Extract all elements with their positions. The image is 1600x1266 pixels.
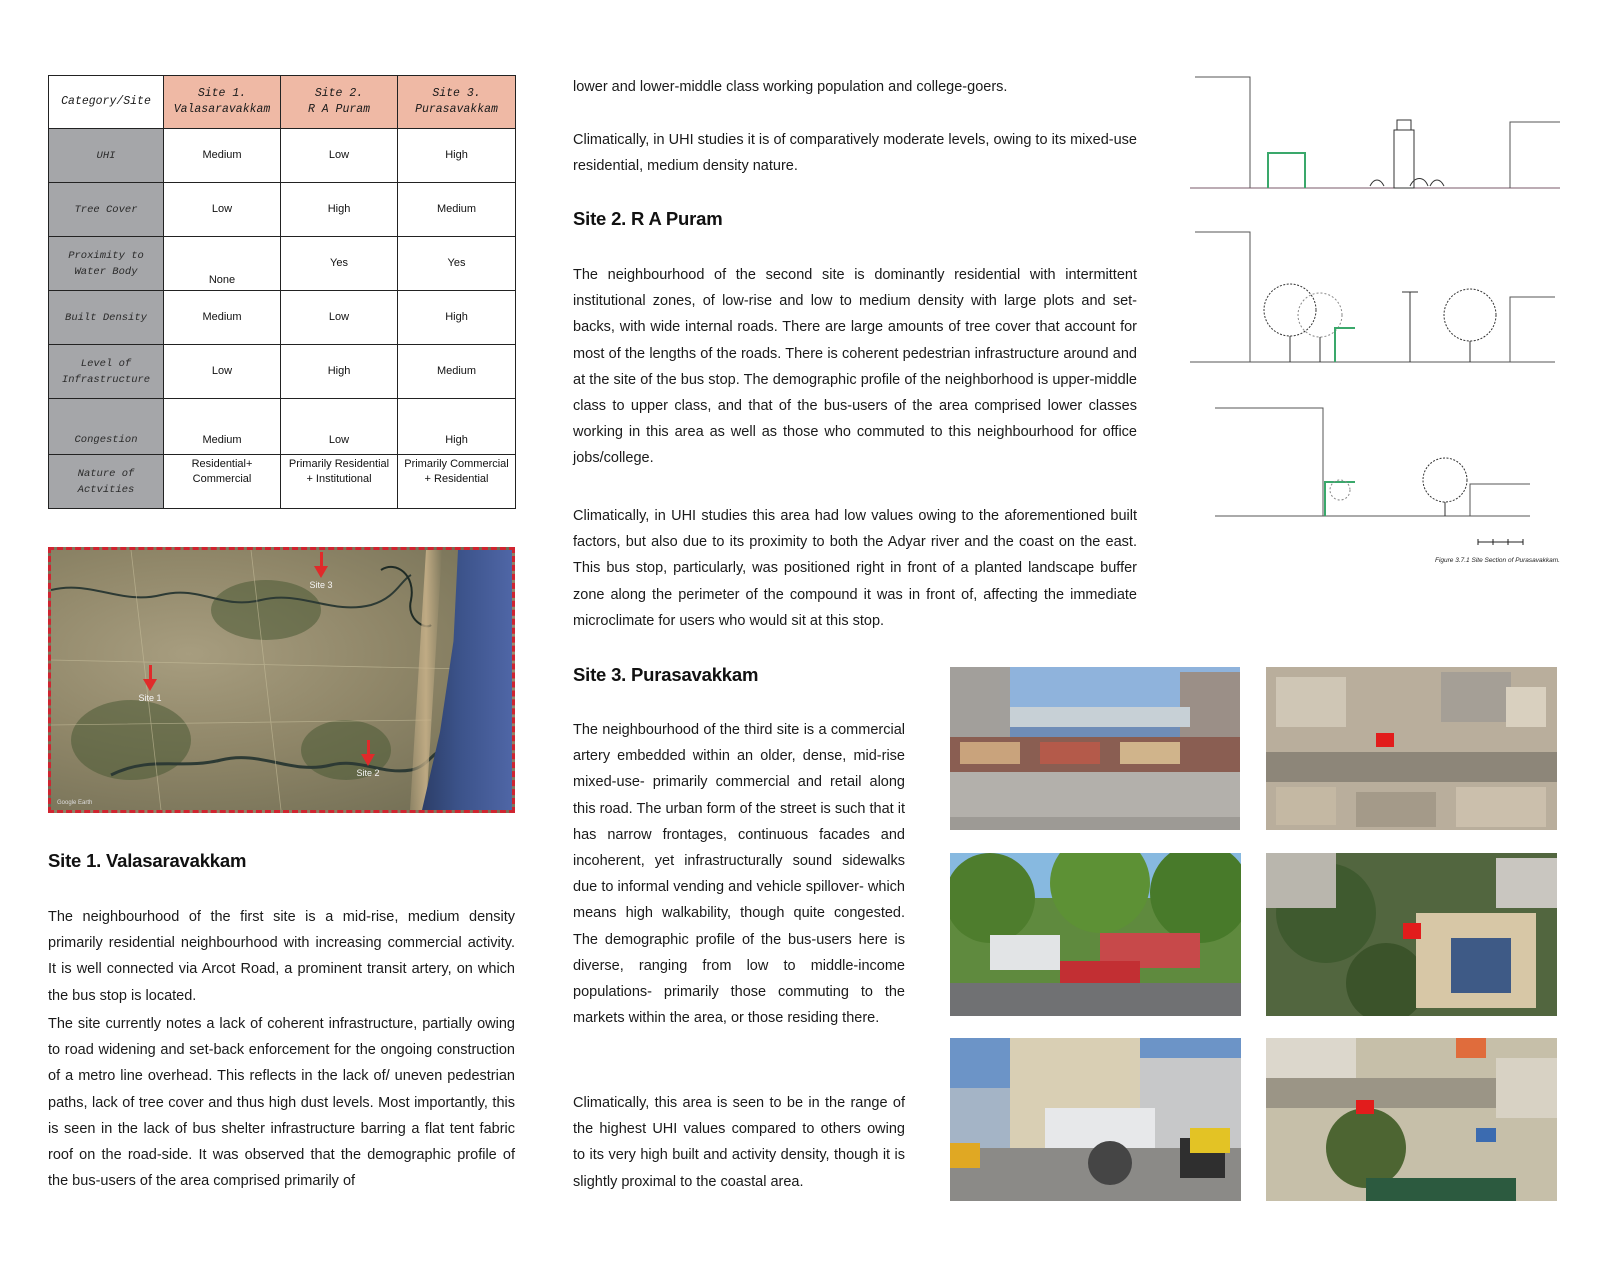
site-1-continued-paragraph-2: Climatically, in UHI studies it is of comparatively moderate levels, owing to its mixed-use residential, medium density nature. (573, 132, 1137, 175)
table-cell: Medium (164, 291, 281, 345)
street-photo-2 (950, 853, 1241, 1016)
site-1-heading: Site 1. Valasaravakkam (48, 850, 247, 871)
site-1-paragraph-1: The neighbourhood of the first site is a mid-rise, medium density primarily residential neighbourhood with increasing commercial activity. It is well connected via Arcot Road, a prominent transit artery, on which the bus stop is located. (48, 909, 515, 1004)
table-row (49, 291, 516, 345)
bus-shelter-outline (1335, 328, 1355, 362)
vehicles-outline (1370, 179, 1444, 187)
table-header-site-2: Site 2. R A Puram (281, 76, 398, 129)
table-category-cell: Nature of Actvities (49, 455, 164, 509)
bus-shelter-outline (1268, 153, 1305, 188)
figure-caption: Figure 3.7.1 Site Section of Purasavakkam. (1434, 557, 1560, 564)
site-3-heading: Site 3. Purasavakkam (573, 664, 759, 685)
table-row (49, 129, 516, 183)
tree-trunks (1290, 336, 1320, 362)
site-section-3-drawing (1215, 408, 1530, 516)
site-3-paragraph-2: Climatically, this area is seen to be in the range of the highest UHI values compared to others owing to its very high built and activity density, though it is slightly proximal to the coastal area. (573, 1095, 905, 1190)
building-outline-right (1510, 122, 1560, 188)
table-row (49, 399, 516, 455)
site-3-paragraph-1: The neighbourhood of the third site is a commercial artery embedded within an older, dense, mid-rise mixed-use- primarily commercial and retail along this road. The urban form of the street is such that it has narrow frontages, continuous facades and incoherent, yet infrastructurally sound sidewalks due to informal vending and vehicle spillover- which means high walkability, though quite congested. The demographic profile of the bus-users here is diverse, ranging from low to middle-income populations- primarily those commuting to the markets within the area, or those residing there. (573, 722, 905, 1027)
site-section-1-drawing (1190, 77, 1560, 188)
table-row (49, 345, 516, 399)
building-outline (1195, 232, 1250, 362)
satellite-site-map (48, 547, 515, 813)
table-cell: Low (281, 129, 398, 183)
bus-stop-marker (1356, 1100, 1374, 1114)
table-cell: High (281, 183, 398, 237)
bus-stop-marker (1376, 733, 1394, 747)
aerial-photo-3-image (1266, 1038, 1557, 1201)
street-photo-1-image (950, 667, 1240, 830)
street-photo-3 (950, 1038, 1241, 1201)
map-attribution: Google Earth (57, 800, 93, 806)
site-2-paragraph-2: Climatically, in UHI studies this area had low values owing to the aforementioned built factors, but also due to its proximity to both the Adyar river and the coast on the east. This bus stop, particularly, was positioned right in front of a planted landscape buffer zone along the perimeter of the compound it was in front of, affecting the immediate microclimate for users who would sit at this stop. (573, 508, 1137, 629)
site-comparison-table (48, 75, 516, 509)
building-outline (1215, 408, 1323, 516)
map-river-south (111, 750, 441, 775)
site-section-2-drawing (1190, 232, 1555, 362)
aerial-photo-2-image (1266, 853, 1557, 1016)
site-2-marker: Site 2 (348, 740, 388, 778)
table-cell: Low (164, 345, 281, 399)
table-cell: Residential+ Commercial (164, 455, 281, 509)
table-corner-header: Category/Site (49, 76, 164, 129)
table-category-cell: UHI (49, 129, 164, 183)
bus-shelter-outline (1325, 482, 1355, 516)
table-cell: None (164, 237, 281, 291)
table-header-site-3: Site 3. Purasavakkam (398, 76, 516, 129)
table-category-cell: Proximity to Water Body (49, 237, 164, 291)
site-1-continued-paragraph-1: lower and lower-middle class working population and college-goers. (573, 79, 1008, 95)
table-cell: Primarily Commercial + Residential (398, 455, 516, 509)
aerial-photo-2 (1266, 853, 1557, 1016)
table-category-cell: Level of Infrastructure (49, 345, 164, 399)
table-row (49, 183, 516, 237)
site-2-heading: Site 2. R A Puram (573, 208, 723, 229)
building-outline-right (1510, 297, 1555, 362)
site-3-marker: Site 3 (301, 552, 341, 590)
tower-outline (1394, 130, 1414, 188)
table-cell: Medium (398, 183, 516, 237)
table-row (49, 237, 516, 291)
street-light (1402, 292, 1418, 362)
tree-canopy (1423, 458, 1467, 502)
table-cell: Medium (164, 399, 281, 455)
building-outline-right (1470, 484, 1530, 516)
table-cell: Low (281, 399, 398, 455)
scale-bar (1478, 539, 1523, 545)
table-cell: Primarily Residential + Institutional (281, 455, 398, 509)
site-2-paragraph-1: The neighbourhood of the second site is dominantly residential with intermittent institutional zones, of low-rise and low to medium density with large plots and set-backs, with wide internal roads. There are large amounts of tree cover that account for most of the lengths of the roads. There is coherent pedestrian infrastructure around and at the site of the bus stop. The demographic profile of the neighborhood is upper-middle class to upper class, and that of the bus-users of the area comprised lower classes working in this area as well as those who commuted to this neighbourhood for office jobs/college. (573, 267, 1137, 467)
table-cell: Low (281, 291, 398, 345)
building-outline (1195, 77, 1250, 188)
aerial-photo-3 (1266, 1038, 1557, 1201)
table-cell: High (398, 291, 516, 345)
table-cell: Medium (398, 345, 516, 399)
tree-canopy (1444, 289, 1496, 341)
table-header-row (49, 76, 516, 129)
street-photo-3-image (950, 1038, 1241, 1201)
bus-stop-marker (1403, 923, 1421, 939)
table-cell: High (281, 345, 398, 399)
site-1-marker: Site 1 (130, 665, 170, 703)
site-1-paragraph-2: The site currently notes a lack of coherent infrastructure, partially owing to road widening and set-back enforcement for the ongoing construction of a metro line overhead. This reflects in the lack of/ uneven pedestrian paths, lack of tree cover and thus high dust levels. Most importantly, this is seen in the lack of bus shelter infrastructure barring a flat tent fabric roof on the road-side. It was observed that the demographic profile of the bus-users of the area comprised primarily of (48, 1016, 515, 1190)
table-cell: Yes (281, 237, 398, 291)
tower-top (1397, 120, 1411, 130)
table-cell: High (398, 399, 516, 455)
table-category-cell: Built Density (49, 291, 164, 345)
street-photo-2-image (950, 853, 1241, 1016)
tree-canopy (1264, 284, 1316, 336)
table-header-site-1: Site 1. Valasaravakkam (164, 76, 281, 129)
table-category-cell: Tree Cover (49, 183, 164, 237)
site-section-drawings (1190, 70, 1560, 570)
aerial-photo-1-image (1266, 667, 1557, 830)
table-cell: Low (164, 183, 281, 237)
table-cell: Medium (164, 129, 281, 183)
street-photo-1 (950, 667, 1240, 830)
table-category-cell: Congestion (49, 399, 164, 455)
table-cell: High (398, 129, 516, 183)
aerial-photo-1 (1266, 667, 1557, 830)
table-cell: Yes (398, 237, 516, 291)
map-river-north (51, 575, 411, 607)
table-row (49, 455, 516, 509)
